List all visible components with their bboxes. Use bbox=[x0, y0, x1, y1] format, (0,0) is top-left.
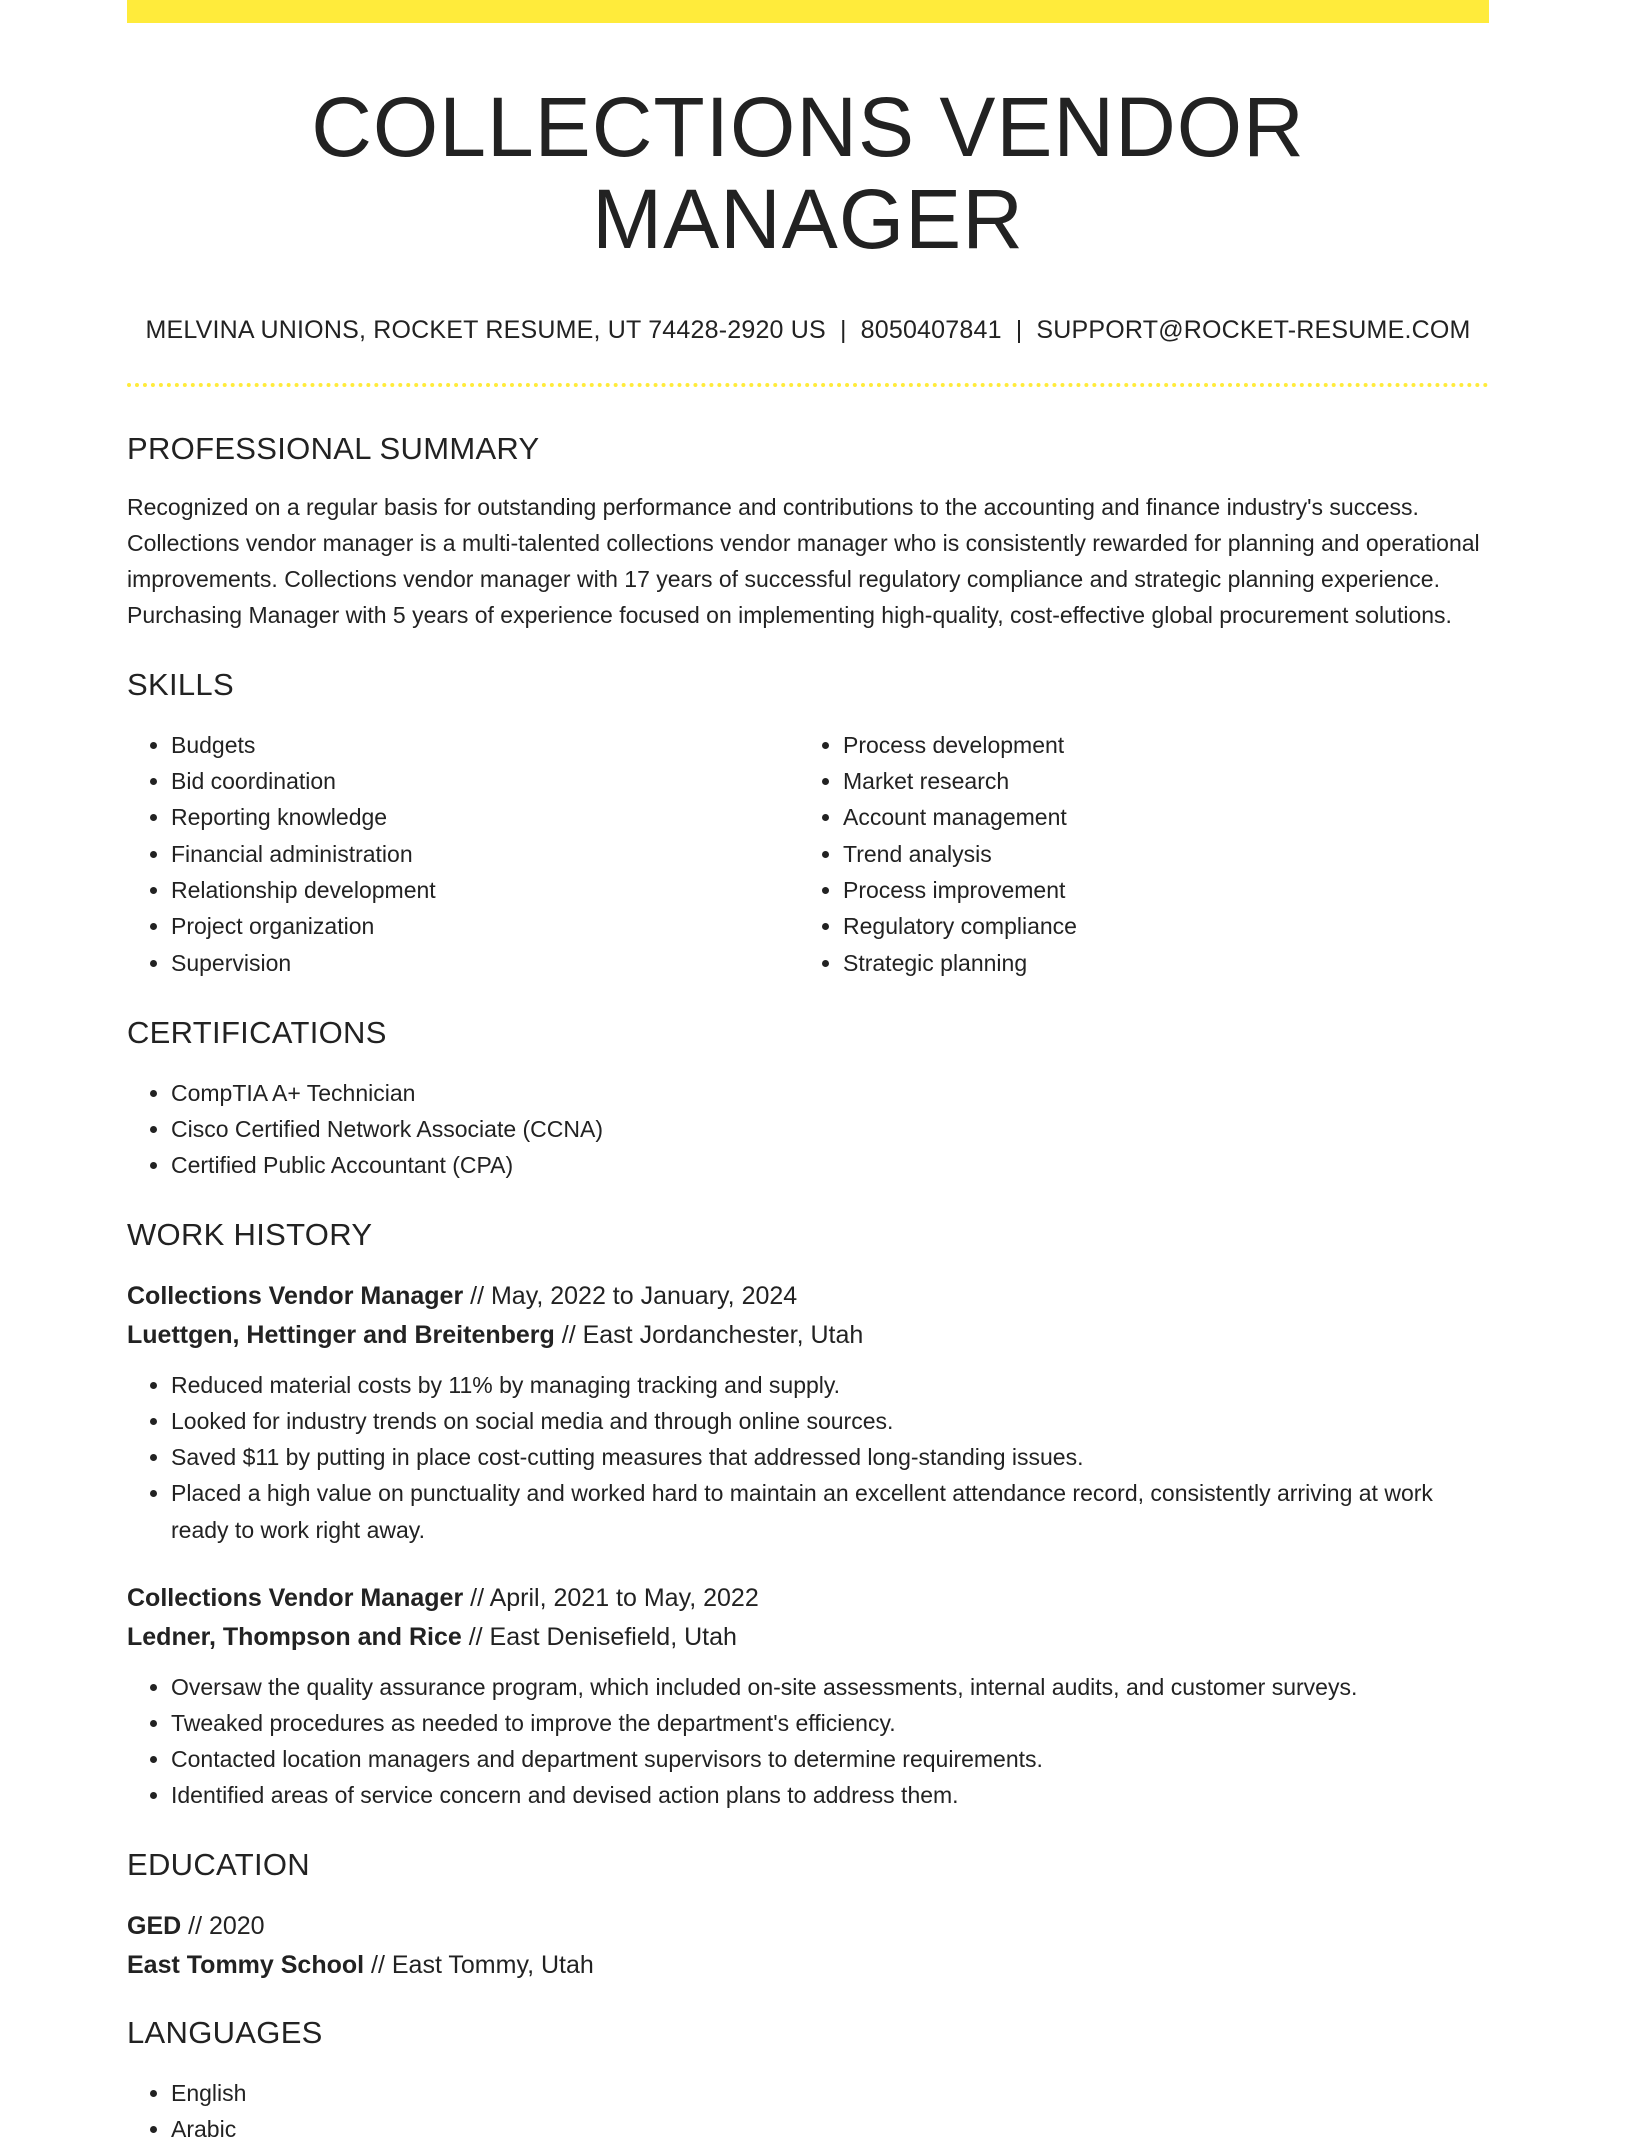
education-location: // East Tommy, Utah bbox=[364, 1950, 594, 1979]
job-company-line bbox=[127, 1618, 1489, 1657]
job-bullets bbox=[127, 1669, 1489, 1813]
education-school: East Tommy School bbox=[127, 1950, 365, 1979]
certification-item: • Certified Public Accountant (CPA) bbox=[171, 1147, 1489, 1183]
accent-top-bar bbox=[127, 0, 1489, 23]
skill-item: • Supervision bbox=[171, 945, 799, 981]
job-bullet: • Contacted location managers and department supervisors to determine requirements. bbox=[171, 1741, 1489, 1777]
job-dates: // May, 2022 to January, 2024 bbox=[463, 1281, 798, 1310]
skill-item: • Process development bbox=[843, 727, 1471, 763]
job-entry bbox=[127, 1277, 1489, 1549]
certifications-list bbox=[127, 1075, 1489, 1183]
job-role-line bbox=[127, 1277, 1489, 1316]
skill-item: • Relationship development bbox=[171, 872, 799, 908]
job-bullet: • Identified areas of service concern and devised action plans to address them. bbox=[171, 1777, 1489, 1813]
job-role: Collections Vendor Manager bbox=[127, 1281, 464, 1310]
education-entry bbox=[127, 1907, 1489, 1985]
skill-item: • Process improvement bbox=[843, 872, 1471, 908]
summary-heading: PROFESSIONAL SUMMARY bbox=[127, 430, 540, 466]
job-bullets bbox=[127, 1367, 1489, 1549]
job-bullet: • Saved $11 by putting in place cost-cutting measures that addressed long-standing issues. bbox=[171, 1439, 1489, 1475]
skills-column-right bbox=[799, 727, 1471, 981]
job-company: Luettgen, Hettinger and Breitenberg bbox=[127, 1320, 555, 1349]
job-bullet: • Oversaw the quality assurance program, which included on-site assessments, internal audits, and customer surveys. bbox=[171, 1669, 1489, 1705]
job-location: // East Denisefield, Utah bbox=[461, 1622, 737, 1651]
job-dates: // April, 2021 to May, 2022 bbox=[463, 1583, 759, 1612]
job-entry bbox=[127, 1579, 1489, 1813]
summary-text: Recognized on a regular basis for outstanding performance and contributions to the accounting and finance industry's success. Collections vendor manager is a multi-talented collections vendor manager who is consistently rewarded for planning and operational improvements. Collections vendor manager with 17 years of successful regulatory compliance and strategic planning experience. Purchasing Manager with 5 years of experience focused on implementing high-quality, cost-effective global procurement solutions. bbox=[127, 493, 1480, 628]
contact-phone: 8050407841 bbox=[860, 315, 1002, 344]
job-company: Ledner, Thompson and Rice bbox=[127, 1622, 462, 1651]
dotted-divider bbox=[127, 383, 1489, 387]
job-bullet: • Looked for industry trends on social media and through online sources. bbox=[171, 1403, 1489, 1439]
language-item: • English bbox=[171, 2075, 1489, 2111]
skill-item: • Project organization bbox=[171, 908, 799, 944]
contact-separator: | bbox=[839, 315, 847, 344]
skill-item: • Account management bbox=[843, 799, 1471, 835]
contact-line bbox=[127, 316, 1489, 345]
skill-item: • Financial administration bbox=[171, 836, 799, 872]
skill-item: • Strategic planning bbox=[843, 945, 1471, 981]
resume-page bbox=[127, 0, 1489, 2147]
education-degree-line bbox=[127, 1907, 1489, 1946]
education-year: // 2020 bbox=[181, 1911, 265, 1940]
certification-item: • Cisco Certified Network Associate (CCNA) bbox=[171, 1111, 1489, 1147]
resume-name: COLLECTIONS VENDOR MANAGER bbox=[311, 80, 1305, 267]
contact-separator: | bbox=[1015, 315, 1023, 344]
skills-columns bbox=[127, 727, 1489, 981]
job-location: // East Jordanchester, Utah bbox=[554, 1320, 864, 1349]
skill-item: • Trend analysis bbox=[843, 836, 1471, 872]
skill-item: • Reporting knowledge bbox=[171, 799, 799, 835]
job-role-line bbox=[127, 1579, 1489, 1618]
skills-column-left bbox=[127, 727, 799, 981]
job-bullet: • Tweaked procedures as needed to improve the department's efficiency. bbox=[171, 1705, 1489, 1741]
job-bullet: • Placed a high value on punctuality and worked hard to maintain an excellent attendance record, consistently arriving at work ready to work right away. bbox=[171, 1475, 1489, 1549]
skill-item: • Regulatory compliance bbox=[843, 908, 1471, 944]
job-company-line bbox=[127, 1316, 1489, 1355]
job-bullet: • Reduced material costs by 11% by managing tracking and supply. bbox=[171, 1367, 1489, 1403]
work-history-heading: WORK HISTORY bbox=[127, 1216, 373, 1252]
certification-item: • CompTIA A+ Technician bbox=[171, 1075, 1489, 1111]
languages-list bbox=[127, 2075, 1489, 2147]
contact-email: SUPPORT@ROCKET-RESUME.COM bbox=[1036, 315, 1471, 344]
education-school-line bbox=[127, 1946, 1489, 1985]
job-role: Collections Vendor Manager bbox=[127, 1583, 464, 1612]
contact-address: MELVINA UNIONS, ROCKET RESUME, UT 74428-2920 US bbox=[145, 315, 826, 344]
skill-item: • Bid coordination bbox=[171, 763, 799, 799]
education-degree: GED bbox=[127, 1911, 182, 1940]
certifications-heading: CERTIFICATIONS bbox=[127, 1014, 387, 1050]
skill-item: • Market research bbox=[843, 763, 1471, 799]
skills-heading: SKILLS bbox=[127, 666, 234, 702]
skill-item: • Budgets bbox=[171, 727, 799, 763]
education-heading: EDUCATION bbox=[127, 1846, 310, 1882]
languages-heading: LANGUAGES bbox=[127, 2014, 323, 2050]
language-item: • Arabic bbox=[171, 2111, 1489, 2147]
